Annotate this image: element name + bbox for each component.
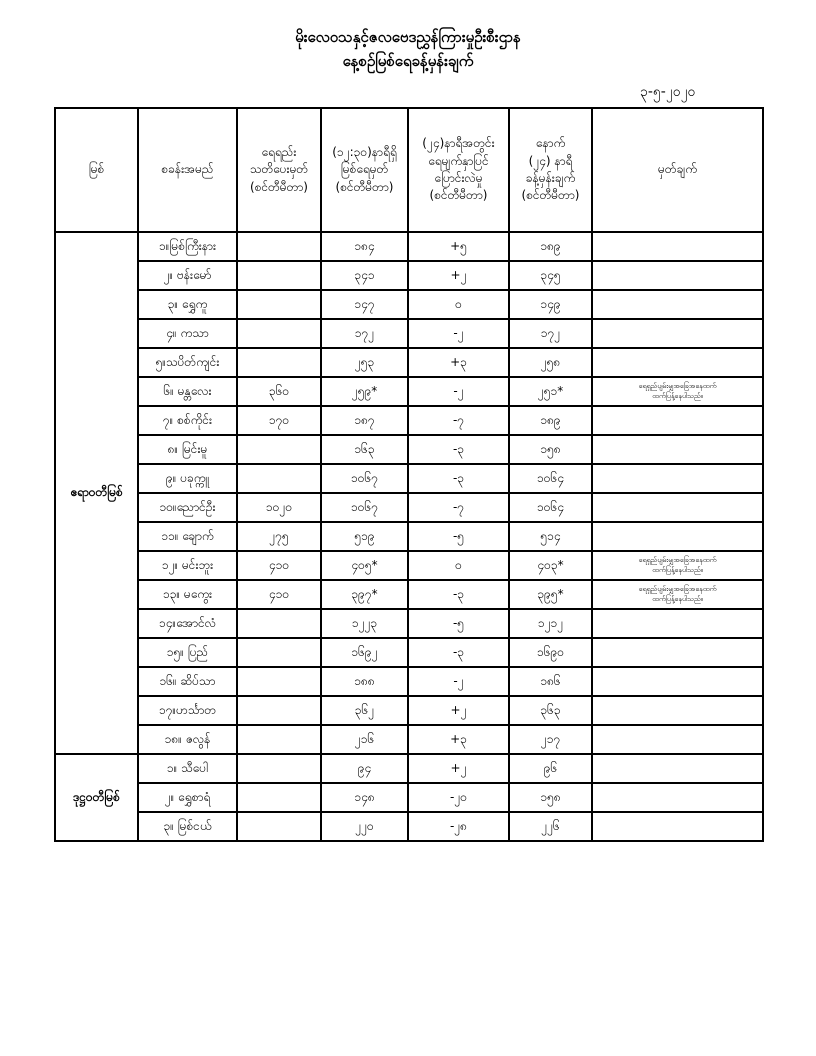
danger-level-cell: ၁၀၂၀ bbox=[237, 493, 321, 522]
remark-line: ရေရှည်ပျမ်းမျှအခြေအနေထက် bbox=[638, 585, 717, 594]
remark-cell bbox=[592, 812, 763, 841]
danger-level-cell bbox=[237, 319, 321, 348]
table-row bbox=[55, 812, 763, 841]
observed-level-cell: ၁၈၇ bbox=[321, 406, 408, 435]
forecast-cell: ၂၂၆ bbox=[509, 812, 592, 841]
observed-level-cell: ၁၇၂ bbox=[321, 319, 408, 348]
danger-level-cell bbox=[237, 696, 321, 725]
header-forecast-line: နောက် bbox=[535, 136, 566, 151]
danger-level-cell bbox=[237, 464, 321, 493]
header-change bbox=[408, 108, 509, 232]
remark-cell bbox=[592, 406, 763, 435]
station-name: ၇။ စစ်ကိုင်း bbox=[138, 406, 237, 435]
station-name: ၈။ မြင်းမူ bbox=[138, 435, 237, 464]
forecast-cell: ၁၈၉ bbox=[509, 232, 592, 261]
remark-cell bbox=[592, 667, 763, 696]
danger-level-cell bbox=[237, 638, 321, 667]
remark-cell bbox=[592, 348, 763, 377]
table-row bbox=[55, 551, 763, 580]
forecast-cell: ၃၄၅ bbox=[509, 261, 592, 290]
remark-cell bbox=[592, 435, 763, 464]
change-cell: +၂ bbox=[408, 754, 509, 783]
table-row bbox=[55, 609, 763, 638]
change-cell: -၃ bbox=[408, 464, 509, 493]
table-row bbox=[55, 435, 763, 464]
header-row bbox=[55, 108, 763, 232]
observed-level-cell: ၁၈၄ bbox=[321, 232, 408, 261]
danger-level-cell bbox=[237, 348, 321, 377]
table-row bbox=[55, 638, 763, 667]
change-cell: -၃ bbox=[408, 580, 509, 609]
header-danger-line: သတိပေးမှတ် bbox=[249, 162, 309, 177]
forecast-cell: ၄၀၃* bbox=[509, 551, 592, 580]
observed-level-cell: ၁၀၆၇ bbox=[321, 493, 408, 522]
river-level-table bbox=[54, 107, 764, 842]
observed-level-cell: ၃၆၂ bbox=[321, 696, 408, 725]
remark-cell bbox=[592, 493, 763, 522]
forecast-cell: ၅၁၄ bbox=[509, 522, 592, 551]
station-name: ၃။ ရွှေကူ bbox=[138, 290, 237, 319]
table-row bbox=[55, 493, 763, 522]
change-cell: -၃ bbox=[408, 435, 509, 464]
danger-level-cell bbox=[237, 725, 321, 754]
observed-level-cell: ၁၆၃ bbox=[321, 435, 408, 464]
station-name: ၁၈။ ဇလွန် bbox=[138, 725, 237, 754]
remark-cell bbox=[592, 696, 763, 725]
change-cell: -၂ bbox=[408, 377, 509, 406]
table-row bbox=[55, 667, 763, 696]
station-name: ၁။ သီပေါ bbox=[138, 754, 237, 783]
station-name: ၁၀။ညောင်ဦး bbox=[138, 493, 237, 522]
station-name: ၅။သပိတ်ကျင်း bbox=[138, 348, 237, 377]
change-cell: -၂ bbox=[408, 667, 509, 696]
forecast-cell: ၁၀၆၄ bbox=[509, 493, 592, 522]
danger-level-cell: ၃၆၀ bbox=[237, 377, 321, 406]
table-row bbox=[55, 319, 763, 348]
header-change-line: (၂၄)နာရီအတွင်း bbox=[422, 136, 495, 151]
header-observed-line: မြစ်ရေမှတ် bbox=[340, 162, 389, 177]
danger-level-cell bbox=[237, 812, 321, 841]
forecast-cell: ၃၉၅* bbox=[509, 580, 592, 609]
table-row bbox=[55, 348, 763, 377]
change-cell: -၃ bbox=[408, 638, 509, 667]
table-row bbox=[55, 290, 763, 319]
header-change-line: ရေမျက်နှာပြင် bbox=[428, 153, 489, 168]
remark-cell bbox=[592, 261, 763, 290]
forecast-cell: ၉၆ bbox=[509, 754, 592, 783]
change-cell: ၀ bbox=[408, 290, 509, 319]
forecast-cell: ၁၀၆၄ bbox=[509, 464, 592, 493]
forecast-cell: ၃၆၃ bbox=[509, 696, 592, 725]
agency-title: မိုးလေဝသနှင့်ဇလဗေဒညွှန်ကြားမှုဦးစီးဌာန bbox=[295, 28, 521, 46]
header-danger-level bbox=[237, 108, 321, 232]
change-cell: +၃ bbox=[408, 348, 509, 377]
observed-level-cell: ၁၀၆၇ bbox=[321, 464, 408, 493]
observed-level-cell: ၁၈၈ bbox=[321, 667, 408, 696]
station-name: ၁၆။ ဆိပ်သာ bbox=[138, 667, 237, 696]
danger-level-cell: ၂၇၅ bbox=[237, 522, 321, 551]
remark-line: ရေရှည်ပျမ်းမျှအခြေအနေထက် bbox=[638, 556, 717, 565]
change-cell: -၇ bbox=[408, 406, 509, 435]
forecast-cell: ၁၆၉၀ bbox=[509, 638, 592, 667]
station-name: ၃။ မြစ်ငယ် bbox=[138, 812, 237, 841]
header-forecast-line: (စင်တီမီတာ) bbox=[521, 188, 580, 203]
danger-level-cell: ၄၁၀ bbox=[237, 580, 321, 609]
forecast-cell: ၁၄၉ bbox=[509, 290, 592, 319]
station-name: ၁၃။ မကွေး bbox=[138, 580, 237, 609]
forecast-cell: ၁၅၈ bbox=[509, 435, 592, 464]
danger-level-cell bbox=[237, 667, 321, 696]
forecast-cell: ၁၅၈ bbox=[509, 783, 592, 812]
change-cell: -၂၀ bbox=[408, 783, 509, 812]
danger-level-cell bbox=[237, 435, 321, 464]
report-title: နေ့စဉ်မြစ်ရေခန့်မှန်းချက် bbox=[342, 52, 474, 70]
station-name: ၉။ ပခုက္ကူ bbox=[138, 464, 237, 493]
remark-line: ထက်ပြန့်နေပါသည်။ bbox=[652, 594, 703, 603]
table-row bbox=[55, 696, 763, 725]
observed-level-cell: ၂၅၃ bbox=[321, 348, 408, 377]
station-name: ၁၅။ ပြည် bbox=[138, 638, 237, 667]
danger-level-cell bbox=[237, 754, 321, 783]
table-row bbox=[55, 580, 763, 609]
header-danger-line: ရေရည်း bbox=[261, 144, 297, 159]
river-name: ဧရာဝတီမြစ် bbox=[55, 232, 138, 754]
station-name: ၆။ မန္တလေး bbox=[138, 377, 237, 406]
river-name: ဒုဋ္ဌဝတီမြစ် bbox=[55, 754, 138, 841]
remark-cell bbox=[592, 464, 763, 493]
remark-line: ထက်ပြန့်နေပါသည်။ bbox=[652, 391, 703, 400]
remark-line: ရေရှည်ပျမ်းမျှအခြေအနေထက် bbox=[638, 382, 717, 391]
observed-level-cell: ၁၄၈ bbox=[321, 783, 408, 812]
header-forecast-line: ခန့်မှန်းချက် bbox=[525, 171, 576, 185]
table-row bbox=[55, 406, 763, 435]
remark-line: ထက်ပြန့်နေပါသည်။ bbox=[652, 565, 703, 574]
remark-cell bbox=[592, 783, 763, 812]
forecast-cell: ၁၂၁၂ bbox=[509, 609, 592, 638]
remark-cell bbox=[592, 580, 763, 609]
forecast-cell: ၂၅၈ bbox=[509, 348, 592, 377]
header-danger-line: (စင်တီမီတာ) bbox=[250, 179, 308, 194]
table-row bbox=[55, 754, 763, 783]
observed-level-cell: ၁၆၉၂ bbox=[321, 638, 408, 667]
observed-level-cell: ၂၂၀ bbox=[321, 812, 408, 841]
change-cell: -၇ bbox=[408, 493, 509, 522]
change-cell: -၅ bbox=[408, 522, 509, 551]
observed-level-cell: ၂၁၆ bbox=[321, 725, 408, 754]
observed-level-cell: ၃၄၁ bbox=[321, 261, 408, 290]
table-row bbox=[55, 725, 763, 754]
station-name: ၁၄။အောင်လံ bbox=[138, 609, 237, 638]
danger-level-cell bbox=[237, 290, 321, 319]
danger-level-cell: ၄၁၀ bbox=[237, 551, 321, 580]
header-observed-level bbox=[321, 108, 408, 232]
station-name: ၁၁။ ချောက် bbox=[138, 522, 237, 551]
observed-level-cell: ၄၀၅* bbox=[321, 551, 408, 580]
header-change-line: ပြောင်းလဲမှု bbox=[434, 171, 483, 185]
observed-level-cell: ၅၁၉ bbox=[321, 522, 408, 551]
header-river: မြစ် bbox=[55, 108, 138, 232]
table-row bbox=[55, 464, 763, 493]
change-cell: +၂ bbox=[408, 696, 509, 725]
table-row bbox=[55, 261, 763, 290]
observed-level-cell: ၂၅၉* bbox=[321, 377, 408, 406]
header-observed-line: (စင်တီမီတာ) bbox=[335, 179, 394, 194]
forecast-cell: ၁၈၆ bbox=[509, 667, 592, 696]
change-cell: -၂၈ bbox=[408, 812, 509, 841]
table-row bbox=[55, 522, 763, 551]
header-observed-line: (၁၂:၃၀)နာရီရှိ bbox=[332, 144, 397, 159]
remark-cell bbox=[592, 232, 763, 261]
header-forecast bbox=[509, 108, 592, 232]
danger-level-cell bbox=[237, 783, 321, 812]
remark-cell bbox=[592, 522, 763, 551]
observed-level-cell: ၁၄၇ bbox=[321, 290, 408, 319]
observed-level-cell: ၉၄ bbox=[321, 754, 408, 783]
change-cell: +၃ bbox=[408, 725, 509, 754]
remark-cell bbox=[592, 609, 763, 638]
remark-cell bbox=[592, 377, 763, 406]
change-cell: -၂ bbox=[408, 319, 509, 348]
station-name: ၂။ ဗန်းမော် bbox=[138, 261, 237, 290]
report-date: ၃-၅-၂၀၂၀ bbox=[640, 84, 696, 100]
observed-level-cell: ၃၉၇* bbox=[321, 580, 408, 609]
remark-cell bbox=[592, 290, 763, 319]
remark-cell bbox=[592, 551, 763, 580]
station-name: ၁။မြစ်ကြီးနား bbox=[138, 232, 237, 261]
danger-level-cell: ၁၇၀ bbox=[237, 406, 321, 435]
danger-level-cell bbox=[237, 609, 321, 638]
table-row bbox=[55, 232, 763, 261]
remark-cell bbox=[592, 319, 763, 348]
remark-cell bbox=[592, 638, 763, 667]
station-name: ၂။ ရွှေစာရံ bbox=[138, 783, 237, 812]
header-change-line: (စင်တီမီတာ) bbox=[429, 188, 488, 203]
table-row bbox=[55, 783, 763, 812]
forecast-cell: ၁၇၂ bbox=[509, 319, 592, 348]
header-forecast-line: (၂၄) နာရီ bbox=[528, 153, 573, 168]
table-body bbox=[55, 232, 763, 841]
station-name: ၄။ ကသာ bbox=[138, 319, 237, 348]
remark-cell bbox=[592, 725, 763, 754]
header-station: စခန်းအမည် bbox=[138, 108, 237, 232]
forecast-cell: ၂၅၁* bbox=[509, 377, 592, 406]
forecast-cell: ၁၈၉ bbox=[509, 406, 592, 435]
remark-cell bbox=[592, 754, 763, 783]
header-remark: မှတ်ချက် bbox=[592, 108, 763, 232]
change-cell: ၀ bbox=[408, 551, 509, 580]
change-cell: +၂ bbox=[408, 261, 509, 290]
forecast-cell: ၂၁၇ bbox=[509, 725, 592, 754]
table-row bbox=[55, 377, 763, 406]
change-cell: +၅ bbox=[408, 232, 509, 261]
danger-level-cell bbox=[237, 261, 321, 290]
danger-level-cell bbox=[237, 232, 321, 261]
observed-level-cell: ၁၂၂၃ bbox=[321, 609, 408, 638]
change-cell: -၅ bbox=[408, 609, 509, 638]
station-name: ၁၂။ မင်းဘူး bbox=[138, 551, 237, 580]
station-name: ၁၇။ဟင်္သာတ bbox=[138, 696, 237, 725]
